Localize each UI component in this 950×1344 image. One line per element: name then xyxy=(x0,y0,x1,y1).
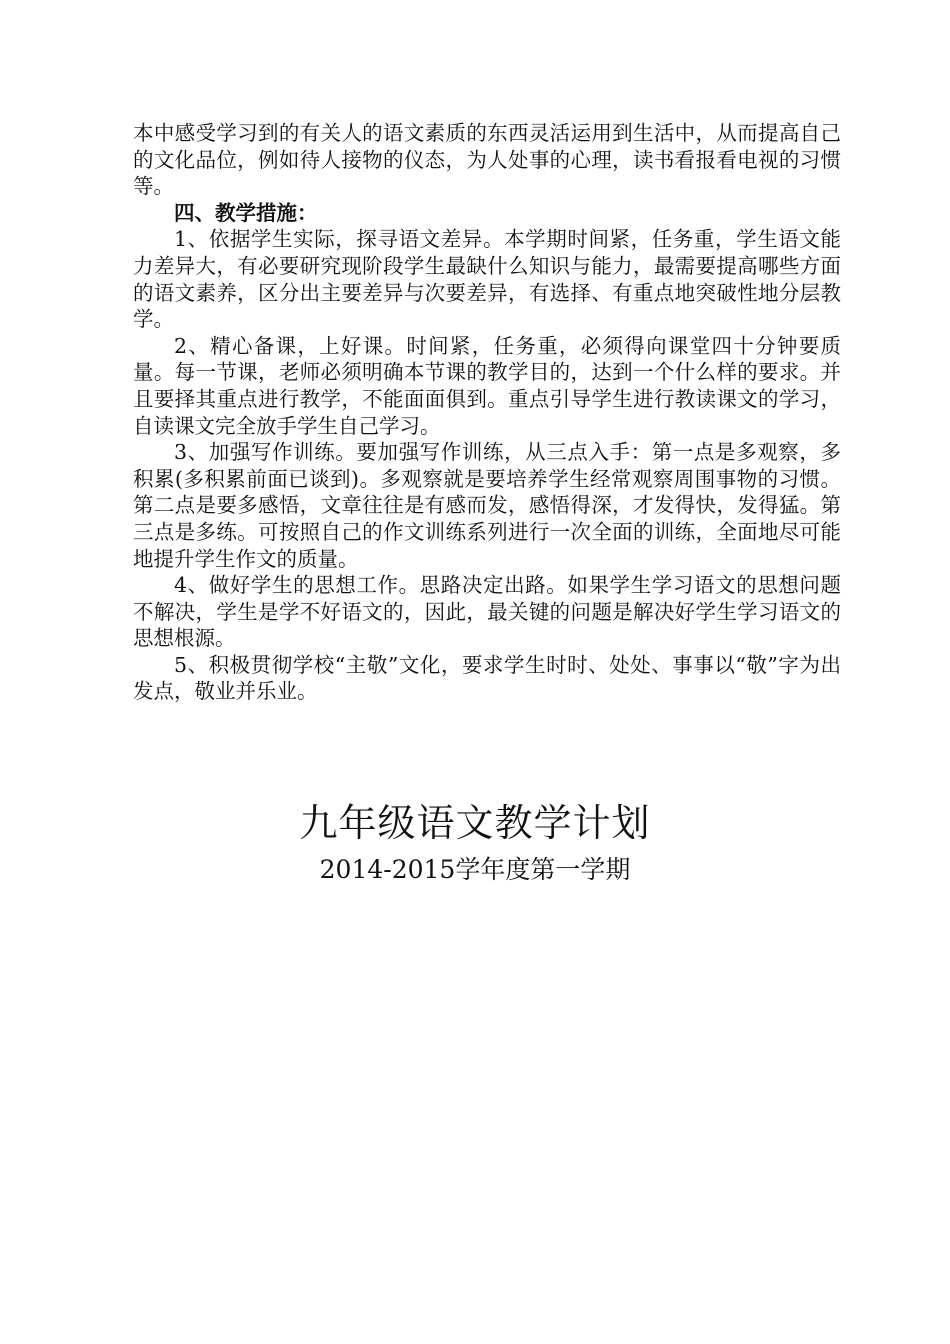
measure-paragraph-1: 1、依据学生实际，探寻语文差异。本学期时间紧，任务重，学生语文能力差异大，有必要研究现阶段学生最缺什么知识与能力，最需要提高哪些方面的语文素养，区分出主要差异与次要差异，有选择、有重点地突破性地分层教学。 xyxy=(133,227,841,332)
measure-paragraph-2: 2、精心备课，上好课。时间紧，任务重，必须得向课堂四十分钟要质量。每一节课，老师必须明确本节课的教学目的，达到一个什么样的要求。并且要择其重点进行教学，不能面面俱到。重点引导学生进行教读课文的学习，自读课文完全放手学生自己学习。 xyxy=(133,333,841,438)
cover-subtitle: 2014-2015学年度第一学期 xyxy=(319,855,631,884)
continuation-paragraph: 本中感受学习到的有关人的语文素质的东西灵活运用到生活中，从而提高自己的文化品位，例如待人接物的仪态，为人处事的心理，读书看报看电视的习惯等。 xyxy=(133,121,841,199)
section-heading: 四、教学措施： xyxy=(174,200,318,225)
cover-title: 九年级语文教学计划 xyxy=(299,801,651,845)
body-text xyxy=(133,120,841,705)
measure-paragraph-3: 3、加强写作训练。要加强写作训练，从三点入手：第一点是多观察，多积累(多积累前面已谈到)。多观察就是要培养学生经常观察周围事物的习惯。第二点是要多感悟，文章往往是有感而发，感悟得深，才发得快，发得猛。第三点是多练。可按照自己的作文训练系列进行一次全面的训练，全面地尽可能地提升学生作文的质量。 xyxy=(133,440,841,571)
measure-paragraph-4: 4、做好学生的思想工作。思路决定出路。如果学生学习语文的思想问题不解决，学生是学不好语文的，因此，最关键的问题是解决好学生学习语文的思想根源。 xyxy=(133,573,841,651)
measure-paragraph-5: 5、积极贯彻学校“主敬”文化，要求学生时时、处处、事事以“敬”字为出发点，敬业并乐业。 xyxy=(133,652,841,704)
